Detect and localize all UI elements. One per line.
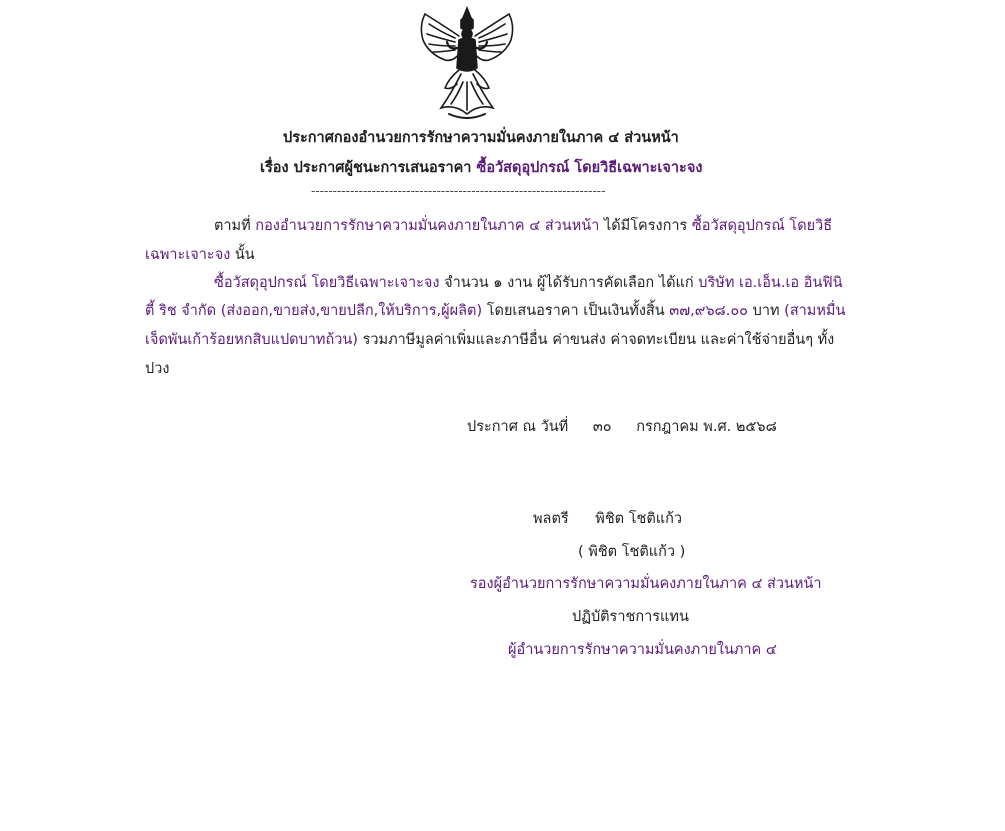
announcement-subject xyxy=(260,156,702,179)
p1-item-b: เฉพาะเจาะจง xyxy=(145,247,231,263)
p2-company-b: ตี้ ริช จำกัด (ส่งออก,ขายส่ง,ขายปลีก,ให้บริการ,ผู้ผลิต) xyxy=(145,303,483,319)
p2-tail: รวมภาษีมูลค่าเพิ่มและภาษีอื่น ค่าขนส่ง ค่าจดทะเบียน และค่าใช้จ่ายอื่นๆ ทั้ง xyxy=(357,332,835,348)
p2-words-b: เจ็ดพันเก้าร้อยหกสิบแปดบาทถ้วน) xyxy=(145,332,358,348)
p2-amount: ๓๗,๙๖๘.๐๐ xyxy=(669,303,749,319)
date-month-year: กรกฎาคม พ.ศ. ๒๕๖๘ xyxy=(636,419,777,435)
announcement-date xyxy=(467,415,777,438)
p2-words-a: (สามหมื่น xyxy=(784,303,846,319)
paragraph-2-line-1 xyxy=(214,271,843,294)
p2-company-a: บริษัท เอ.เอ็น.เอ อินฟินิ xyxy=(698,275,843,291)
signer-rank: พลตรี xyxy=(533,511,569,527)
paragraph-2-line-3 xyxy=(145,328,834,351)
signer-position-1: รองผู้อำนวยการรักษาความมั่นคงภายในภาค ๔ ส่วนหน้า xyxy=(470,576,822,592)
p1-mid: ได้มีโครงการ xyxy=(599,218,692,234)
p1-item-a: ซื้อวัสดุอุปกรณ์ โดยวิธี xyxy=(691,218,833,234)
announcement-title xyxy=(283,126,679,149)
title-prefix: ประกาศ xyxy=(283,130,334,146)
p2-item: ซื้อวัสดุอุปกรณ์ โดยวิธีเฉพาะเจาะจง xyxy=(214,275,440,291)
title-org: กองอำนวยการรักษาความมั่นคงภายในภาค ๔ ส่วนหน้า xyxy=(333,130,679,146)
paragraph-2-line-2 xyxy=(145,299,845,322)
p1-prefix: ตามที่ xyxy=(214,218,256,234)
garuda-emblem-icon xyxy=(411,4,523,120)
paragraph-1-line-1 xyxy=(214,214,832,237)
subject-prefix: เรื่อง ประกาศผู้ชนะการเสนอราคา xyxy=(260,160,477,176)
header-divider: -------------------------------------------------------------------- xyxy=(311,184,606,198)
date-day: ๓๐ xyxy=(592,419,612,435)
signer-position-3: ผู้อำนวยการรักษาความมั่นคงภายในภาค ๔ xyxy=(508,642,777,658)
signer-name: พิชิต โชติแก้ว xyxy=(595,511,683,527)
p2-qty-text: จำนวน ๑ งาน ผู้ได้รับการคัดเลือก ได้แก่ xyxy=(439,275,699,291)
signer-name-line xyxy=(533,507,682,530)
subject-item: ซื้อวัสดุอุปกรณ์ โดยวิธีเฉพาะเจาะจง xyxy=(476,160,703,176)
signer-position-2: ปฏิบัติราชการแทน xyxy=(572,609,689,625)
date-label: ประกาศ ณ วันที่ xyxy=(467,419,569,435)
paragraph-1-line-2 xyxy=(145,243,255,266)
p1-suffix: นั้น xyxy=(230,247,255,263)
signer-name-parenthetical: ( พิชิต โชติแก้ว ) xyxy=(578,544,686,560)
p1-org: กองอำนวยการรักษาความมั่นคงภายในภาค ๔ ส่วนหน้า xyxy=(255,218,600,234)
paragraph-2-line-4: ปวง xyxy=(145,361,170,377)
p2-baht: บาท xyxy=(748,303,785,319)
p2-offer: โดยเสนอราคา เป็นเงินทั้งสิ้น xyxy=(482,303,670,319)
